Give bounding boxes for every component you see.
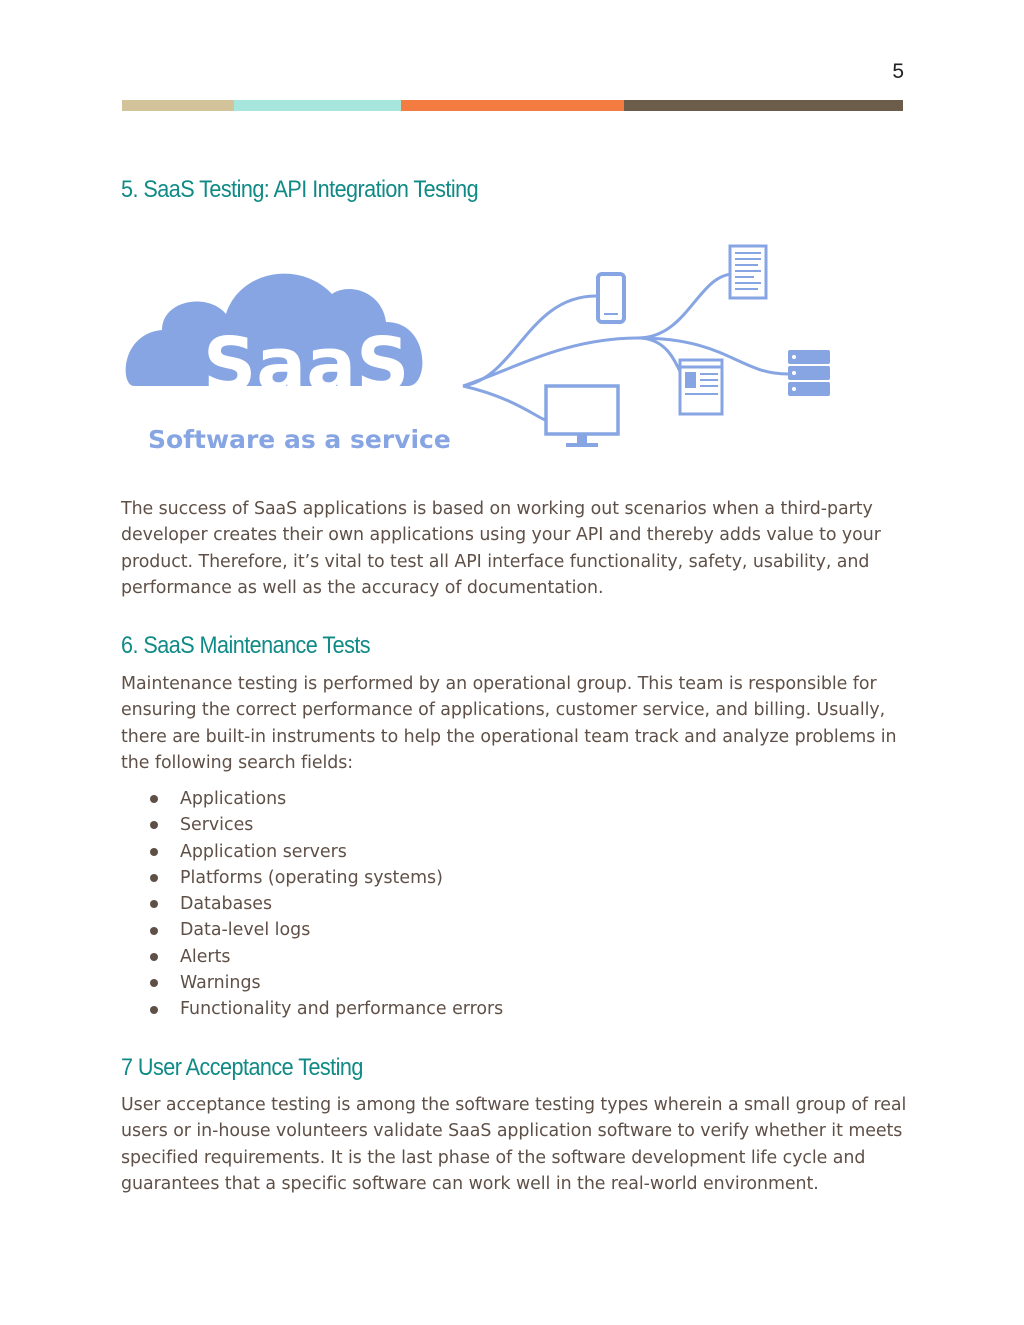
search-fields-list bbox=[150, 786, 503, 1023]
list-item-label: Application servers bbox=[180, 841, 347, 862]
document-icon bbox=[730, 246, 766, 298]
section-7-heading: 7 User Acceptance Testing bbox=[121, 1054, 363, 1081]
list-item bbox=[150, 917, 503, 943]
list-item bbox=[150, 839, 503, 865]
bullet-icon bbox=[150, 953, 158, 961]
color-bar-segment bbox=[122, 100, 234, 111]
section-5-heading: 5. SaaS Testing: API Integration Testing bbox=[121, 176, 479, 203]
list-item bbox=[150, 786, 503, 812]
color-bar-segment bbox=[234, 100, 401, 111]
browser-window-icon bbox=[680, 360, 722, 414]
list-item bbox=[150, 812, 503, 838]
bullet-icon bbox=[150, 979, 158, 987]
color-bar-segment bbox=[624, 100, 903, 111]
section-6-paragraph: Maintenance testing is performed by an operational group. This team is responsible for ensuring the correct performance of applications, customer service, and billing. Usually, there are built-in instruments to help the operational team track and analyze problems in the following search fields: bbox=[121, 674, 897, 773]
header-color-bar bbox=[122, 100, 903, 111]
list-item-label: Data-level logs bbox=[180, 920, 311, 941]
monitor-icon bbox=[546, 386, 618, 447]
page-number: 5 bbox=[892, 60, 904, 83]
section-5-paragraph: The success of SaaS applications is based on working out scenarios when a third-party developer creates their own applications using your API and thereby adds value to your product. Therefore, it’s vital to test all API interface functionality, safety, usability, and performance as well as the accuracy of documentation. bbox=[121, 499, 881, 598]
saas-tagline: Software as a service bbox=[148, 425, 451, 454]
bullet-icon bbox=[150, 874, 158, 882]
section-7-paragraph: User acceptance testing is among the software testing types wherein a small group of real users or in-house volunteers validate SaaS application software to verify whether it meets specified requirements. It is the last phase of the software development life cycle and guarantees that a specific software can work well in the real-world environment. bbox=[121, 1095, 907, 1194]
server-stack-icon bbox=[788, 350, 830, 396]
list-item bbox=[150, 891, 503, 917]
list-item-label: Databases bbox=[180, 894, 273, 915]
saas-illustration bbox=[118, 238, 838, 460]
list-item-label: Functionality and performance errors bbox=[180, 999, 504, 1020]
section-6-heading: 6. SaaS Maintenance Tests bbox=[121, 632, 371, 659]
list-item-label: Alerts bbox=[180, 946, 231, 967]
list-item-label: Services bbox=[180, 815, 254, 836]
bullet-icon bbox=[150, 900, 158, 908]
bullet-icon bbox=[150, 1006, 158, 1014]
list-item-label: Applications bbox=[180, 789, 287, 809]
bullet-icon bbox=[150, 821, 158, 829]
saas-logo-text: SaaS bbox=[203, 322, 410, 408]
bullet-icon bbox=[150, 795, 158, 803]
list-item bbox=[150, 970, 503, 996]
bullet-icon bbox=[150, 848, 158, 856]
list-item bbox=[150, 944, 503, 970]
bullet-icon bbox=[150, 927, 158, 935]
list-item bbox=[150, 865, 503, 891]
list-item-label: Platforms (operating systems) bbox=[180, 867, 443, 888]
color-bar-segment bbox=[401, 100, 624, 111]
list-item-label: Warnings bbox=[180, 973, 261, 994]
list-item bbox=[150, 996, 503, 1022]
mobile-phone-icon bbox=[598, 274, 624, 322]
